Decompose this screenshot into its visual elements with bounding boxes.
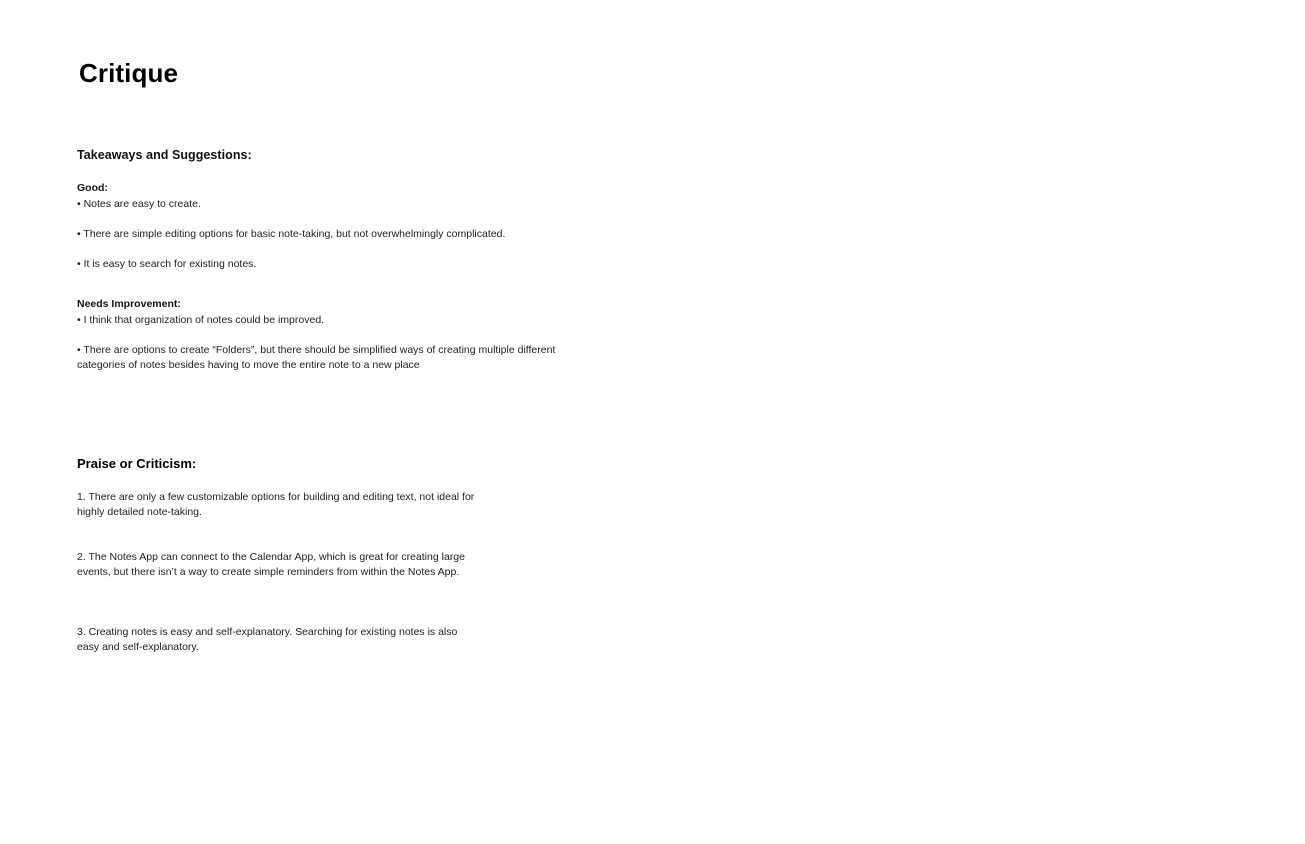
needs-improvement-group	[77, 298, 557, 373]
list-item: • It is easy to search for existing notes.	[77, 258, 257, 270]
list-item: • There are options to create “Folders”, but there should be simplified ways of creating multiple different categories of notes besides having to move the entire note to a new place	[77, 344, 556, 371]
list-item: 3. Creating notes is easy and self-explanatory. Searching for existing notes is also easy and self-explanatory.	[77, 626, 458, 653]
good-group	[77, 182, 557, 272]
list-item: • There are simple editing options for basic note-taking, but not overwhelmingly complicated.	[77, 228, 506, 240]
list-item: • I think that organization of notes could be improved.	[77, 314, 325, 326]
document-body	[77, 148, 557, 653]
list-item: 2. The Notes App can connect to the Calendar App, which is great for creating large events, but there isn’t a way to create simple reminders from within the Notes App.	[77, 551, 465, 578]
good-label: Good:	[77, 182, 108, 194]
page-title: Critique	[79, 58, 179, 89]
list-item: 1. There are only a few customizable options for building and editing text, not ideal for highly detailed note-taking.	[77, 491, 475, 518]
praise-or-criticism-heading: Praise or Criticism:	[77, 456, 197, 471]
list-item: • Notes are easy to create.	[77, 198, 201, 210]
takeaways-heading: Takeaways and Suggestions:	[77, 148, 252, 162]
needs-improvement-label: Needs Improvement:	[77, 298, 181, 310]
